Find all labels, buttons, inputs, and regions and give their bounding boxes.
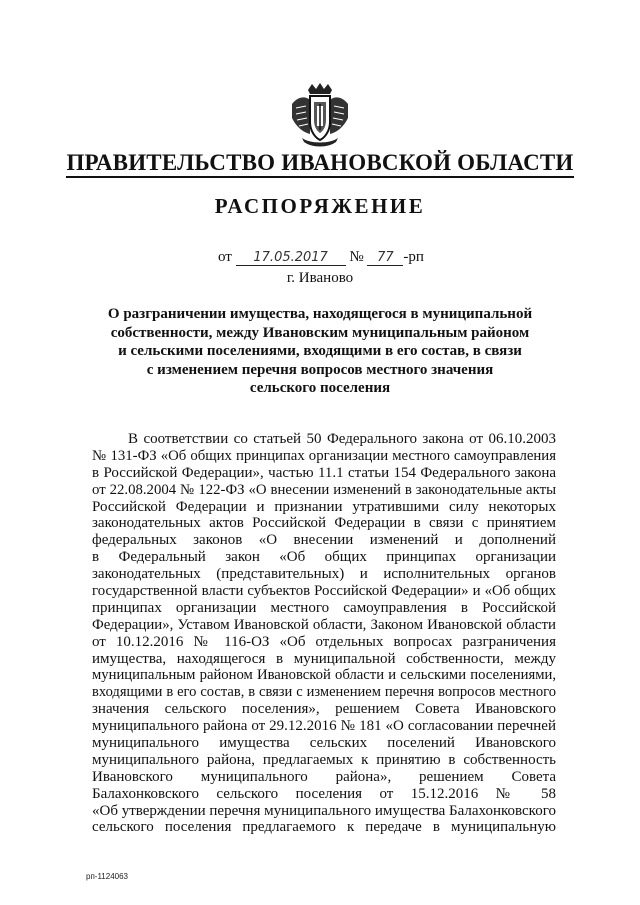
body-line: входящими в его состав, в связи с изменением перечня вопросов местного: [92, 684, 556, 701]
document-code: рп-1124063: [86, 872, 128, 881]
document-number: 77: [367, 250, 403, 266]
body-line: законодательных актов Российской Федерации в связи с принятием: [92, 515, 556, 532]
organization-title: ПРАВИТЕЛЬСТВО ИВАНОВСКОЙ ОБЛАСТИ: [0, 150, 640, 176]
number-sign: №: [349, 249, 364, 265]
ivanovo-coat-of-arms-icon: [288, 82, 352, 148]
body-line: муниципального района от 29.12.2016 № 181 «О согласовании перечней: [92, 718, 556, 735]
body-line: Ивановского муниципального района», решением Совета: [92, 768, 556, 785]
subject-line: с изменением перечня вопросов местного значения: [146, 361, 494, 378]
body-line: муниципальным районом Ивановской области и сельскими поселениями,: [92, 667, 556, 684]
document-date-number-line: [218, 249, 424, 266]
body-line: от 22.08.2004 № 122-ФЗ «О внесении изменений в законодательные акты: [92, 481, 556, 498]
document-subject: [100, 305, 540, 398]
body-line: федеральных законов «О внесении изменений и дополнений: [92, 532, 556, 549]
body-line: В соответствии со статьей 50 Федерального закона от 06.10.2003: [128, 431, 556, 447]
document-date: 17.05.2017: [236, 250, 346, 266]
body-line: принципах организации местного самоуправления в Российской: [92, 599, 556, 616]
body-line: муниципального района, предлагаемых к принятию в собственность: [92, 751, 556, 768]
document-body: [92, 431, 556, 836]
body-line: от 10.12.2016 № 116-ОЗ «Об отдельных вопросах разграничения: [92, 633, 556, 650]
date-prefix: от: [218, 249, 232, 265]
body-line: законодательных (представительных) и исполнительных органов: [92, 566, 556, 583]
body-line: в Федеральный закон «Об общих принципах организации: [92, 549, 556, 566]
subject-line: О разграничении имущества, находящегося в муниципальной: [107, 306, 533, 322]
body-line: муниципального имущества сельских поселений Ивановского: [92, 735, 556, 752]
subject-line: собственности, между Ивановским муниципальным районом: [110, 324, 530, 341]
document-type-title: РАСПОРЯЖЕНИЕ: [214, 194, 426, 218]
body-line: значения сельского поселения», решением Совета Ивановского: [92, 701, 556, 718]
body-line: № 131-ФЗ «Об общих принципах организации местного самоуправления: [92, 447, 556, 464]
body-line: «Об утверждении перечня муниципального имущества Балахонковского: [92, 802, 556, 819]
body-line: Российской Федерации и признании утратившими силу некоторых: [92, 498, 556, 515]
body-line: имущества, находящегося в муниципальной собственности, между: [92, 650, 556, 667]
body-line: Балахонковского сельского поселения от 15.12.2016 № 58: [92, 785, 556, 802]
issue-city: г. Иваново: [286, 270, 354, 286]
body-line: в Российской Федерации», частью 11.1 статьи 154 Федерального закона: [92, 464, 556, 481]
subject-line: и сельскими поселениями, входящими в его состав, в связи: [118, 343, 522, 360]
body-line: Федерации», Уставом Ивановской области, Законом Ивановской области: [92, 616, 556, 633]
subject-line: сельского поселения: [249, 380, 391, 397]
body-line: сельского поселения предлагаемого к передаче в муниципальную: [92, 819, 556, 836]
number-suffix: -рп: [403, 249, 424, 265]
body-line: государственной власти субъектов Российской Федерации» и «Об общих: [92, 583, 556, 600]
